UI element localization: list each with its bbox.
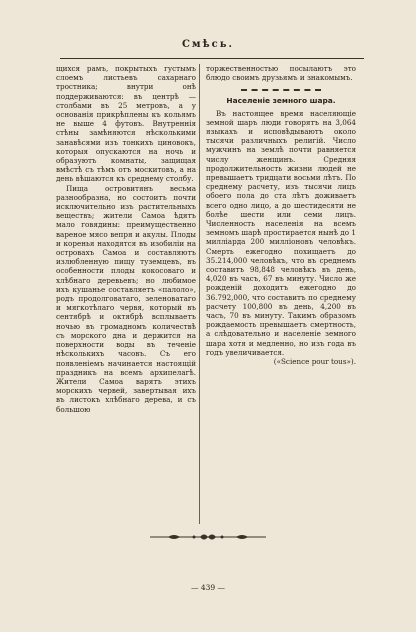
- right-column: [206, 64, 356, 366]
- source-attribution: («Science pour tous»).: [273, 357, 356, 367]
- section-separator: [241, 89, 321, 91]
- column-divider: [199, 64, 200, 524]
- left-paragraph-2: Пища островитянъ весьма разнообразна, но состоитъ почти исключительно изъ растительныхъ веществъ; жители Самоа ѣдятъ мало говядины: преимущественно вареное мясо вепря и акулы. Плоды и коренья находятся въ изобиліи на островахъ Самоа и составляютъ излюбленную пищу туземцевъ, въ особенности плоды кокосоваго и хлѣбнаго деревьевъ; но любимое ихъ кушанье составляетъ «палоло», родъ продолговатаго, зеленоватаго и мягкотѣлаго червя, который въ сентябрѣ и октябрѣ всплываетъ ночью въ громадномъ количествѣ съ морского дна и держится на поверхности воды въ теченіе нѣсколькихъ часовъ. Съ его появленіемъ начинается настоящій праздникъ на всемъ архипелагѣ. Жители Самоа варятъ этихъ морскихъ червей, завертывая ихъ въ листокъ хлѣбнаго дерева, и съ большою: [56, 183, 196, 414]
- left-paragraph-1: щихся рамъ, покрытыхъ густымъ слоемъ листьевъ сахарнаго тростника; внутри онѣ поддерживаются: въ центрѣ — столбами въ 25 метровъ, а у основанія прикрѣплены къ кольямъ не выше 4 футовъ. Внутреннія стѣны замѣняются нѣсколькими занавѣсями изъ тонкихъ циновокъ, которыя опускаются на ночь и образуютъ комнаты, защищая вмѣстѣ съ тѣмъ отъ москитовъ, а на день вѣшаются къ среднему столбу.: [56, 64, 196, 184]
- right-paragraph-body: Въ настоящее время населяющіе земной шаръ люди говорятъ на 3,064 языкахъ и исповѣдываютъ около тысячи различныхъ религій. Число мужчинъ на землѣ почти равняется числу женщинъ. Средняя продолжительность жизни людей не превышаетъ тридцати восьми лѣтъ. По среднему расчету, изъ тысячи лицъ обоего пола до ста лѣтъ доживаетъ всего одно лицо, а до шестидесяти не болѣе шести или семи лицъ. Численность населенія на всемъ земномъ шарѣ простирается нынѣ до 1 милліарда 200 милліоновъ человѣкъ. Смерть ежегодно похищаетъ до 35.214,000 человѣкъ, что въ среднемъ составитъ 98,848 человѣкъ въ день, 4,020 въ часъ, 67 въ минуту. Число же рожденій доходитъ ежегодно до 36.792,000, что составитъ по среднему расчету 100,800 въ день, 4,200 въ часъ, 70 въ минуту. Такимъ образомъ рождаемость превышаетъ смертность, а слѣдовательно и населеніе земного шара хотя и медленно, но изъ года въ годъ увеличивается.: [206, 108, 356, 357]
- right-paragraph-continued: торжественностью посылаютъ это блюдо своимъ друзьямъ и знакомымъ.: [206, 64, 356, 83]
- page-number: — 439 —: [190, 583, 226, 592]
- header-rule: [60, 58, 364, 59]
- running-head: Смѣсь.: [181, 39, 235, 50]
- left-column: [56, 64, 196, 414]
- section-heading: Населеніе земного шара.: [226, 96, 336, 106]
- ornament-divider: [148, 531, 268, 543]
